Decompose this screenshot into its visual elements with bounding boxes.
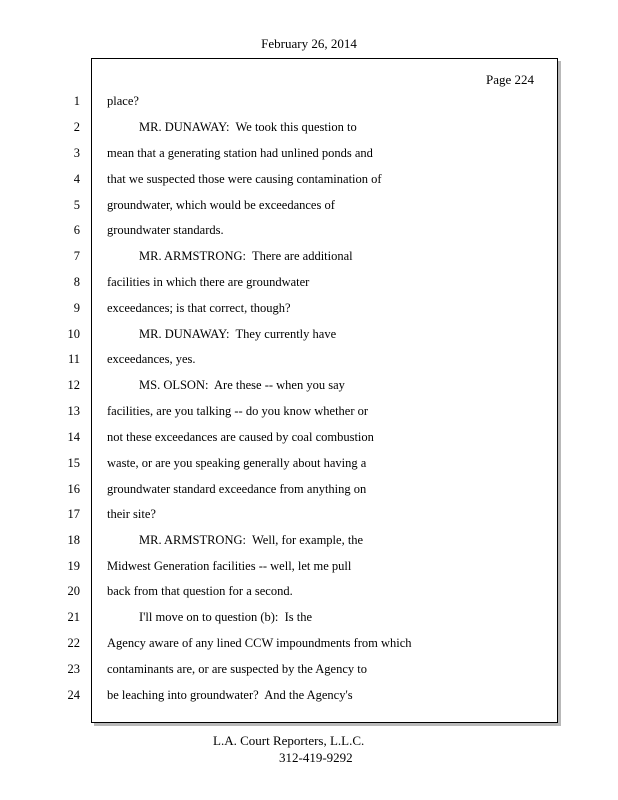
- transcript-line: [0, 506, 560, 522]
- transcript-line: [0, 609, 560, 625]
- header-date: February 26, 2014: [261, 36, 357, 51]
- transcript-line: [0, 300, 560, 316]
- line-number: 13: [67, 404, 80, 418]
- line-number: 8: [73, 275, 80, 289]
- line-text: MR. DUNAWAY: We took this question to: [139, 120, 357, 134]
- transcript-line: [0, 274, 560, 290]
- line-text: I'll move on to question (b): Is the: [139, 610, 313, 624]
- page-number: Page 224: [486, 72, 535, 87]
- line-number: 7: [73, 249, 80, 263]
- line-text: groundwater, which would be exceedances of: [107, 198, 335, 212]
- transcript-line: [0, 197, 560, 213]
- line-number: 24: [67, 688, 80, 702]
- line-number: 11: [67, 352, 80, 366]
- transcript-line: [0, 583, 560, 599]
- line-number: 20: [67, 584, 80, 598]
- footer-company: L.A. Court Reporters, L.L.C.: [213, 733, 365, 748]
- line-number: 17: [67, 507, 80, 521]
- line-number: 15: [67, 456, 80, 470]
- line-text: MR. DUNAWAY: They currently have: [139, 327, 337, 341]
- line-number: 6: [73, 223, 80, 237]
- line-text: back from that question for a second.: [107, 584, 293, 598]
- line-number: 4: [73, 172, 80, 186]
- line-text: MR. ARMSTRONG: There are additional: [139, 249, 353, 263]
- line-number: 21: [67, 610, 80, 624]
- line-text: facilities, are you talking -- do you know whether or: [107, 404, 369, 418]
- transcript-line: [0, 455, 560, 471]
- transcript-line: [0, 171, 560, 187]
- transcript-line: [0, 119, 560, 135]
- line-text: MR. ARMSTRONG: Well, for example, the: [139, 533, 364, 547]
- line-text: mean that a generating station had unlined ponds and: [107, 146, 373, 160]
- transcript-line: [0, 377, 560, 393]
- line-number: 16: [67, 482, 80, 496]
- line-text: waste, or are you speaking generally about having a: [107, 456, 367, 470]
- line-number: 12: [67, 378, 80, 392]
- line-text: exceedances; is that correct, though?: [107, 301, 291, 315]
- transcript-line: [0, 532, 560, 548]
- line-text: contaminants are, or are suspected by the Agency to: [107, 662, 367, 676]
- line-text: Agency aware of any lined CCW impoundments from which: [107, 636, 412, 650]
- line-text: place?: [107, 94, 139, 108]
- line-number: 19: [67, 559, 80, 573]
- line-number: 23: [67, 662, 80, 676]
- line-number: 9: [73, 301, 80, 315]
- line-number: 2: [73, 120, 80, 134]
- transcript-line: [0, 351, 560, 367]
- line-number: 14: [67, 430, 80, 444]
- line-text: Midwest Generation facilities -- well, let me pull: [107, 559, 352, 573]
- line-text: groundwater standard exceedance from anything on: [107, 482, 367, 496]
- transcript-line: [0, 635, 560, 651]
- footer-phone: 312-419-9292: [279, 750, 353, 765]
- line-text: exceedances, yes.: [107, 352, 196, 366]
- line-number: 1: [73, 94, 80, 108]
- transcript-line: [0, 145, 560, 161]
- line-text: facilities in which there are groundwater: [107, 275, 310, 289]
- line-text: not these exceedances are caused by coal combustion: [107, 430, 374, 444]
- line-text: groundwater standards.: [107, 223, 224, 237]
- line-text: be leaching into groundwater? And the Agency's: [107, 688, 353, 702]
- transcript-line: [0, 558, 560, 574]
- transcript-line: [0, 248, 560, 264]
- transcript-line: [0, 326, 560, 342]
- transcript-line: [0, 481, 560, 497]
- line-text: their site?: [107, 507, 156, 521]
- transcript-line: [0, 403, 560, 419]
- transcript-line: [0, 661, 560, 677]
- transcript-line: [0, 687, 560, 703]
- transcript-line: [0, 429, 560, 445]
- line-number: 3: [73, 146, 80, 160]
- line-number: 5: [73, 198, 80, 212]
- transcript-line: [0, 222, 560, 238]
- line-number: 10: [67, 327, 80, 341]
- line-text: MS. OLSON: Are these -- when you say: [139, 378, 345, 392]
- line-number: 22: [67, 636, 80, 650]
- transcript-line: [0, 93, 560, 109]
- line-number: 18: [67, 533, 80, 547]
- line-text: that we suspected those were causing contamination of: [107, 172, 382, 186]
